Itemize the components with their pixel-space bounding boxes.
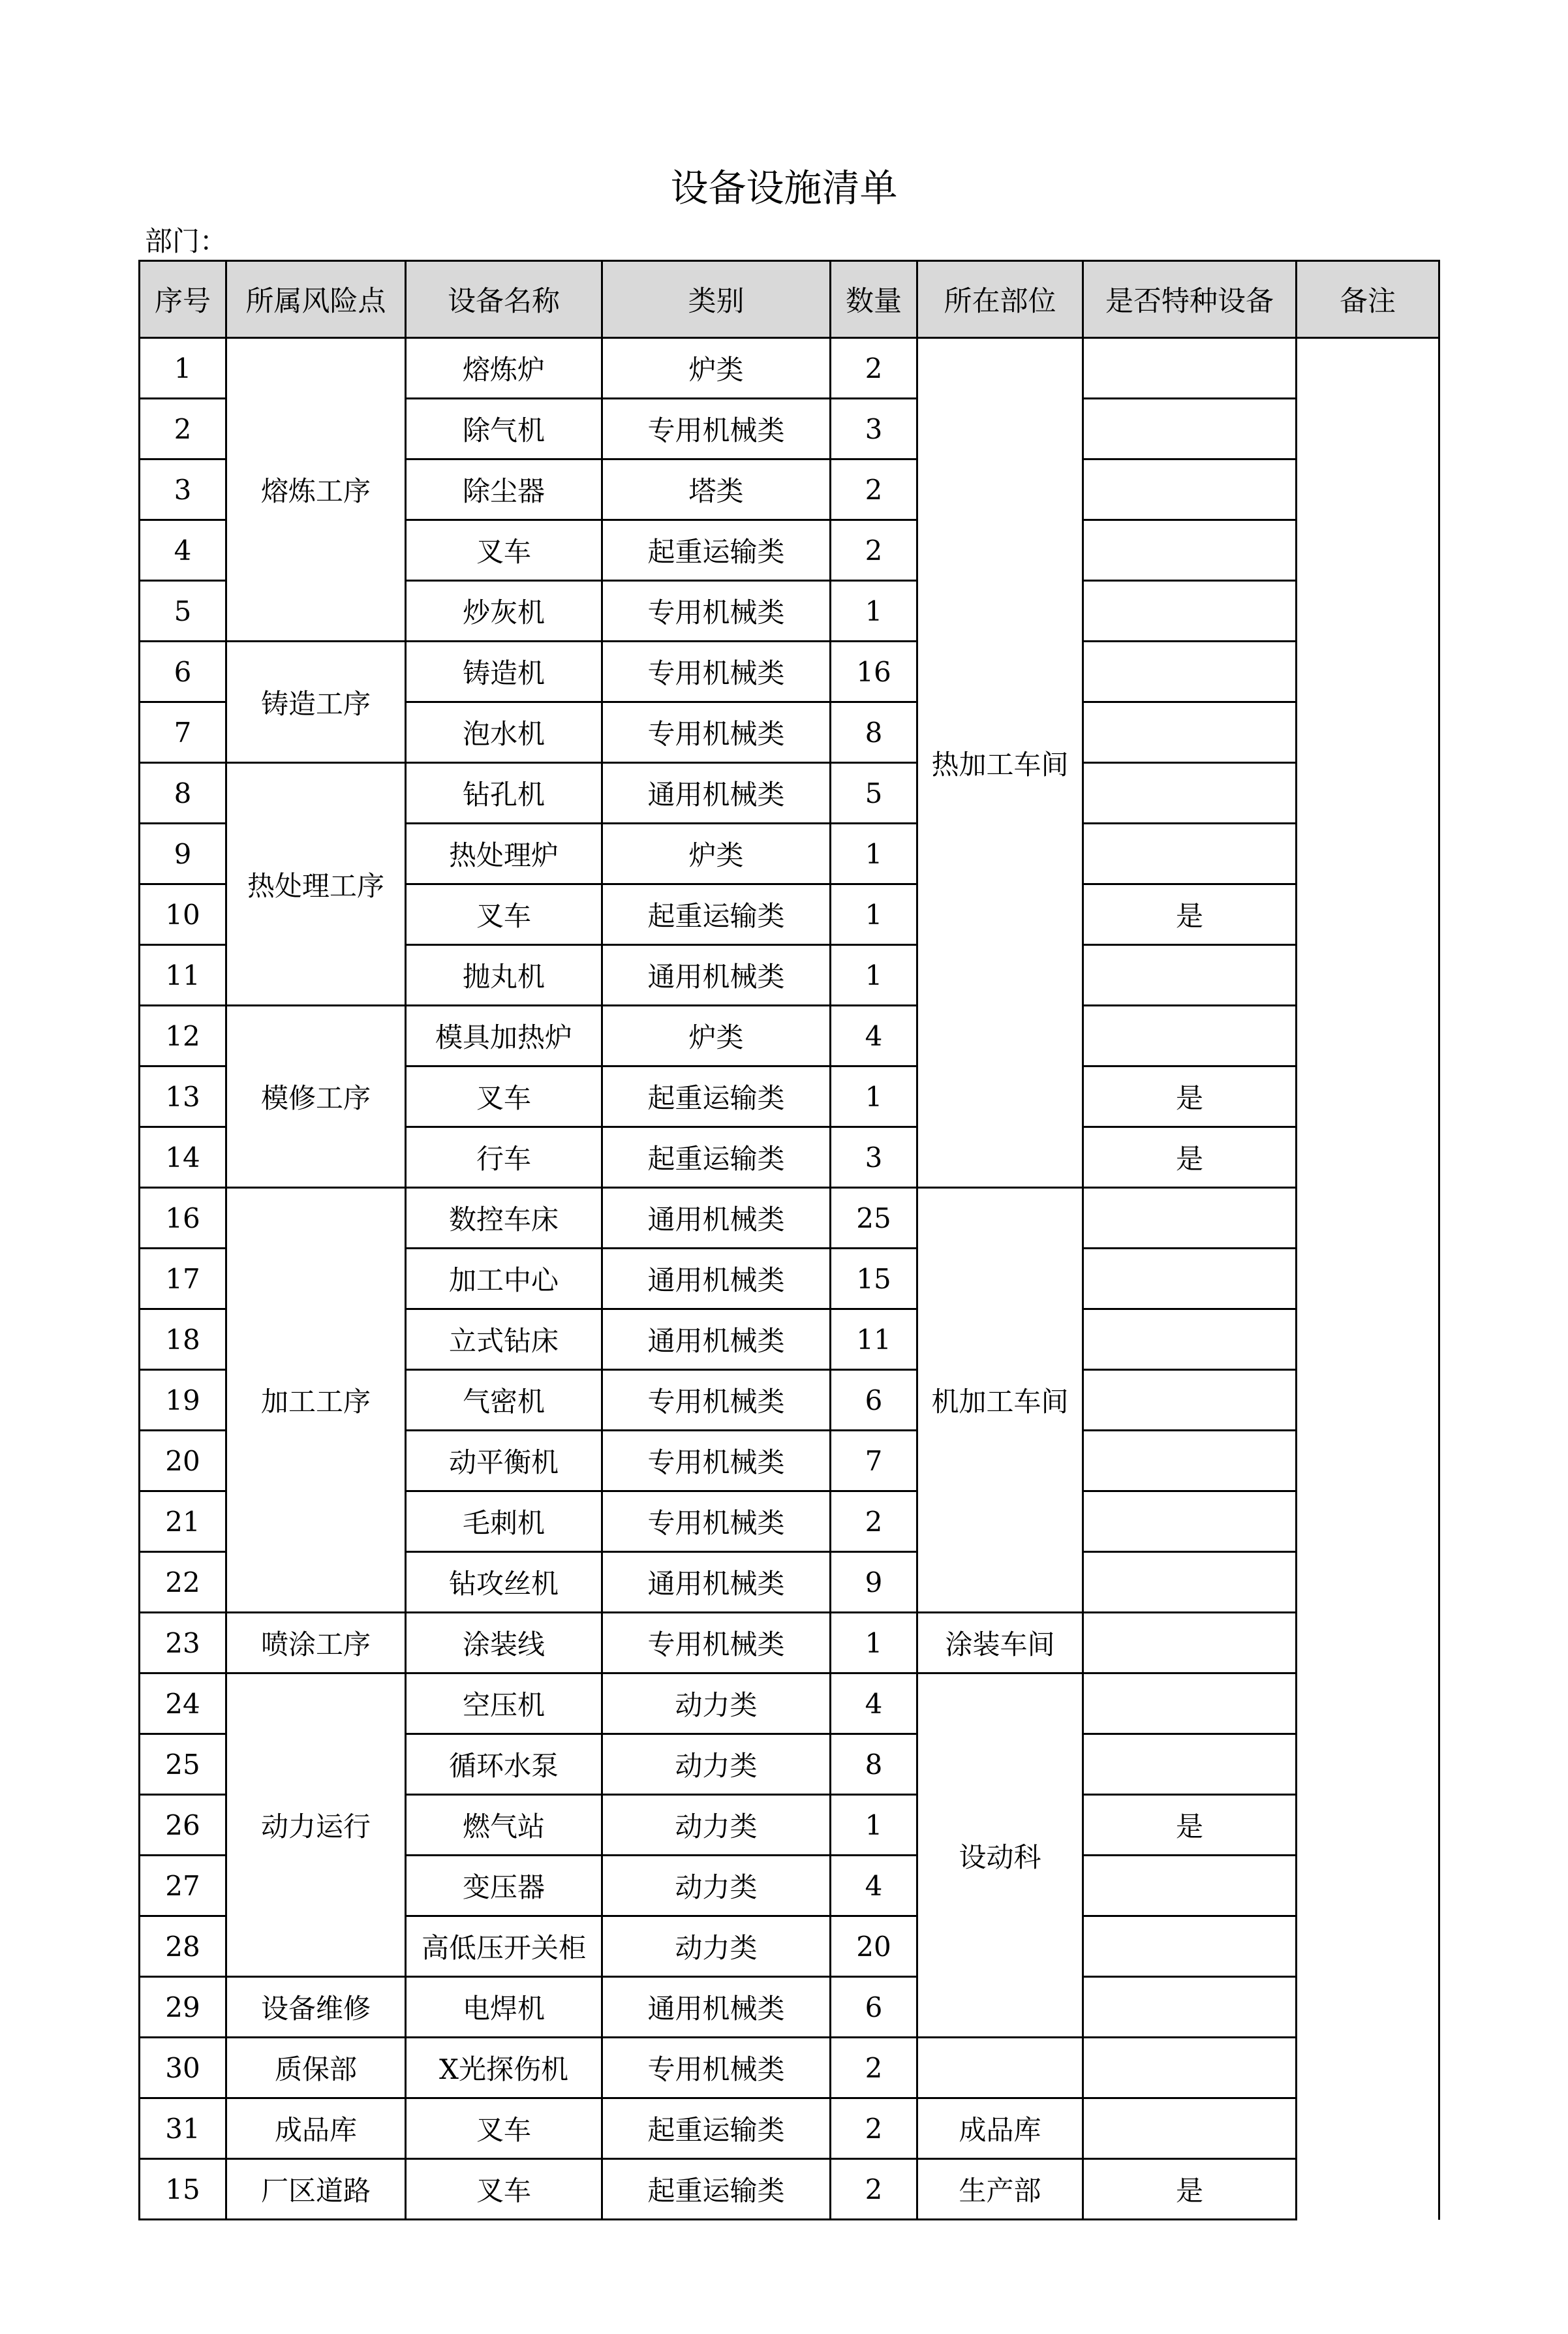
cell-special-equipment: [1083, 1309, 1297, 1370]
cell-no: 25: [140, 1734, 226, 1795]
cell-no: 31: [140, 2098, 226, 2159]
cell-equipment-name: 铸造机: [406, 642, 602, 702]
cell-no: 29: [140, 1977, 226, 2038]
cell-special-equipment: [1083, 1370, 1297, 1431]
cell-special-equipment: [1083, 459, 1297, 520]
cell-category: 专用机械类: [602, 581, 831, 642]
cell-special-equipment: [1083, 824, 1297, 884]
cell-location: 成品库: [917, 2098, 1083, 2159]
cell-quantity: 2: [831, 2098, 917, 2159]
document-title: 设备设施清单: [670, 166, 898, 210]
cell-location: 热加工车间: [917, 338, 1083, 1188]
col-header-qty: 数量: [831, 261, 917, 338]
cell-equipment-name: 叉车: [406, 2159, 602, 2220]
cell-risk-point: 模修工序: [226, 1006, 406, 1188]
cell-category: 专用机械类: [602, 702, 831, 763]
cell-no: 10: [140, 884, 226, 945]
cell-quantity: 4: [831, 1673, 917, 1734]
cell-category: 通用机械类: [602, 1977, 831, 2038]
table-row: [140, 763, 1439, 824]
cell-special-equipment: 是: [1083, 884, 1297, 945]
cell-no: 11: [140, 945, 226, 1006]
cell-quantity: 6: [831, 1370, 917, 1431]
cell-quantity: 3: [831, 399, 917, 459]
cell-special-equipment: [1083, 642, 1297, 702]
cell-quantity: 1: [831, 1613, 917, 1673]
cell-no: 12: [140, 1006, 226, 1066]
col-header-type: 类别: [602, 261, 831, 338]
cell-quantity: 1: [831, 945, 917, 1006]
cell-special-equipment: [1083, 338, 1297, 399]
cell-category: 炉类: [602, 1006, 831, 1066]
cell-special-equipment: [1083, 2038, 1297, 2098]
cell-quantity: 2: [831, 459, 917, 520]
cell-no: 2: [140, 399, 226, 459]
equipment-table: [138, 260, 1440, 2220]
cell-no: 23: [140, 1613, 226, 1673]
table-row: [140, 2159, 1439, 2220]
cell-risk-point: 动力运行: [226, 1673, 406, 1977]
cell-category: 动力类: [602, 1673, 831, 1734]
cell-location: 机加工车间: [917, 1188, 1083, 1613]
cell-location: [917, 2038, 1083, 2098]
cell-special-equipment: [1083, 1613, 1297, 1673]
cell-equipment-name: 毛刺机: [406, 1491, 602, 1552]
cell-category: 起重运输类: [602, 1127, 831, 1188]
cell-equipment-name: 叉车: [406, 1066, 602, 1127]
table-row: [140, 1673, 1439, 1734]
cell-remarks: [1297, 338, 1439, 2220]
cell-no: 27: [140, 1856, 226, 1916]
cell-equipment-name: 加工中心: [406, 1249, 602, 1309]
cell-equipment-name: 热处理炉: [406, 824, 602, 884]
cell-special-equipment: [1083, 1431, 1297, 1491]
cell-category: 通用机械类: [602, 1249, 831, 1309]
cell-special-equipment: [1083, 1249, 1297, 1309]
cell-quantity: 2: [831, 2038, 917, 2098]
cell-quantity: 1: [831, 824, 917, 884]
cell-special-equipment: [1083, 1188, 1297, 1249]
cell-quantity: 2: [831, 520, 917, 581]
table-row: [140, 1188, 1439, 1249]
cell-equipment-name: 叉车: [406, 2098, 602, 2159]
cell-equipment-name: 空压机: [406, 1673, 602, 1734]
cell-equipment-name: 高低压开关柜: [406, 1916, 602, 1977]
cell-no: 19: [140, 1370, 226, 1431]
col-header-no: 序号: [140, 261, 226, 338]
cell-quantity: 3: [831, 1127, 917, 1188]
cell-quantity: 8: [831, 702, 917, 763]
cell-no: 15: [140, 2159, 226, 2220]
cell-quantity: 1: [831, 581, 917, 642]
cell-equipment-name: 行车: [406, 1127, 602, 1188]
cell-special-equipment: [1083, 399, 1297, 459]
cell-category: 专用机械类: [602, 1370, 831, 1431]
cell-category: 塔类: [602, 459, 831, 520]
cell-equipment-name: 气密机: [406, 1370, 602, 1431]
cell-category: 动力类: [602, 1734, 831, 1795]
cell-equipment-name: 炒灰机: [406, 581, 602, 642]
col-header-risk: 所属风险点: [226, 261, 406, 338]
cell-category: 通用机械类: [602, 945, 831, 1006]
cell-quantity: 8: [831, 1734, 917, 1795]
cell-no: 1: [140, 338, 226, 399]
cell-risk-point: 喷涂工序: [226, 1613, 406, 1673]
cell-category: 起重运输类: [602, 884, 831, 945]
cell-no: 6: [140, 642, 226, 702]
cell-category: 专用机械类: [602, 1613, 831, 1673]
table-row: [140, 1006, 1439, 1066]
cell-no: 3: [140, 459, 226, 520]
cell-equipment-name: 钻攻丝机: [406, 1552, 602, 1613]
cell-category: 通用机械类: [602, 1552, 831, 1613]
cell-equipment-name: 立式钻床: [406, 1309, 602, 1370]
cell-category: 通用机械类: [602, 1188, 831, 1249]
cell-quantity: 1: [831, 1795, 917, 1856]
cell-no: 17: [140, 1249, 226, 1309]
cell-risk-point: 熔炼工序: [226, 338, 406, 642]
table-row: [140, 642, 1439, 702]
cell-no: 24: [140, 1673, 226, 1734]
cell-risk-point: 成品库: [226, 2098, 406, 2159]
cell-category: 通用机械类: [602, 1309, 831, 1370]
cell-equipment-name: 变压器: [406, 1856, 602, 1916]
cell-category: 专用机械类: [602, 1431, 831, 1491]
cell-equipment-name: 数控车床: [406, 1188, 602, 1249]
cell-equipment-name: 模具加热炉: [406, 1006, 602, 1066]
cell-no: 22: [140, 1552, 226, 1613]
cell-no: 26: [140, 1795, 226, 1856]
cell-equipment-name: 燃气站: [406, 1795, 602, 1856]
cell-special-equipment: [1083, 1977, 1297, 2038]
cell-quantity: 6: [831, 1977, 917, 2038]
table-row: [140, 1613, 1439, 1673]
cell-risk-point: 热处理工序: [226, 763, 406, 1006]
cell-quantity: 7: [831, 1431, 917, 1491]
cell-equipment-name: 钻孔机: [406, 763, 602, 824]
col-header-location: 所在部位: [917, 261, 1083, 338]
cell-equipment-name: 熔炼炉: [406, 338, 602, 399]
col-header-special: 是否特种设备: [1083, 261, 1297, 338]
cell-equipment-name: 除尘器: [406, 459, 602, 520]
cell-category: 动力类: [602, 1856, 831, 1916]
cell-category: 通用机械类: [602, 763, 831, 824]
cell-category: 炉类: [602, 338, 831, 399]
cell-equipment-name: 泡水机: [406, 702, 602, 763]
cell-quantity: 15: [831, 1249, 917, 1309]
cell-risk-point: 铸造工序: [226, 642, 406, 763]
department-label: 部门：: [145, 225, 228, 257]
cell-equipment-name: 动平衡机: [406, 1431, 602, 1491]
cell-quantity: 25: [831, 1188, 917, 1249]
cell-special-equipment: 是: [1083, 1795, 1297, 1856]
cell-quantity: 11: [831, 1309, 917, 1370]
cell-no: 14: [140, 1127, 226, 1188]
cell-category: 起重运输类: [602, 520, 831, 581]
cell-special-equipment: [1083, 945, 1297, 1006]
header-row: [140, 261, 1439, 338]
col-header-name: 设备名称: [406, 261, 602, 338]
cell-no: 28: [140, 1916, 226, 1977]
cell-equipment-name: 涂装线: [406, 1613, 602, 1673]
table-row: [140, 1977, 1439, 2038]
cell-equipment-name: 叉车: [406, 884, 602, 945]
cell-quantity: 4: [831, 1856, 917, 1916]
cell-special-equipment: 是: [1083, 1066, 1297, 1127]
cell-location: 生产部: [917, 2159, 1083, 2220]
cell-category: 专用机械类: [602, 642, 831, 702]
cell-quantity: 2: [831, 2159, 917, 2220]
cell-equipment-name: 除气机: [406, 399, 602, 459]
cell-no: 13: [140, 1066, 226, 1127]
cell-risk-point: 质保部: [226, 2038, 406, 2098]
cell-special-equipment: [1083, 1916, 1297, 1977]
cell-no: 5: [140, 581, 226, 642]
cell-special-equipment: [1083, 1552, 1297, 1613]
cell-category: 动力类: [602, 1916, 831, 1977]
cell-quantity: 4: [831, 1006, 917, 1066]
table-row: [140, 2038, 1439, 2098]
cell-risk-point: 厂区道路: [226, 2159, 406, 2220]
cell-quantity: 16: [831, 642, 917, 702]
cell-category: 专用机械类: [602, 399, 831, 459]
cell-location: 涂装车间: [917, 1613, 1083, 1673]
cell-no: 7: [140, 702, 226, 763]
cell-no: 18: [140, 1309, 226, 1370]
cell-special-equipment: [1083, 520, 1297, 581]
cell-special-equipment: [1083, 1006, 1297, 1066]
col-header-remarks: 备注: [1297, 261, 1439, 338]
cell-special-equipment: [1083, 1673, 1297, 1734]
cell-risk-point: 设备维修: [226, 1977, 406, 2038]
cell-quantity: 2: [831, 338, 917, 399]
cell-special-equipment: 是: [1083, 1127, 1297, 1188]
cell-special-equipment: [1083, 581, 1297, 642]
cell-special-equipment: 是: [1083, 2159, 1297, 2220]
cell-quantity: 5: [831, 763, 917, 824]
cell-special-equipment: [1083, 763, 1297, 824]
cell-quantity: 2: [831, 1491, 917, 1552]
cell-category: 专用机械类: [602, 2038, 831, 2098]
cell-quantity: 1: [831, 884, 917, 945]
cell-category: 动力类: [602, 1795, 831, 1856]
cell-special-equipment: [1083, 1491, 1297, 1552]
table-row: [140, 338, 1439, 399]
table-row: [140, 2098, 1439, 2159]
cell-category: 起重运输类: [602, 2098, 831, 2159]
cell-equipment-name: 叉车: [406, 520, 602, 581]
cell-category: 专用机械类: [602, 1491, 831, 1552]
cell-special-equipment: [1083, 702, 1297, 763]
cell-category: 炉类: [602, 824, 831, 884]
cell-no: 20: [140, 1431, 226, 1491]
cell-quantity: 1: [831, 1066, 917, 1127]
cell-quantity: 9: [831, 1552, 917, 1613]
cell-quantity: 20: [831, 1916, 917, 1977]
cell-location: 设动科: [917, 1673, 1083, 2038]
cell-no: 8: [140, 763, 226, 824]
cell-special-equipment: [1083, 2098, 1297, 2159]
cell-risk-point: 加工工序: [226, 1188, 406, 1613]
cell-no: 9: [140, 824, 226, 884]
cell-no: 30: [140, 2038, 226, 2098]
cell-equipment-name: 电焊机: [406, 1977, 602, 2038]
cell-no: 16: [140, 1188, 226, 1249]
cell-category: 起重运输类: [602, 1066, 831, 1127]
cell-category: 起重运输类: [602, 2159, 831, 2220]
cell-no: 4: [140, 520, 226, 581]
cell-no: 21: [140, 1491, 226, 1552]
cell-equipment-name: X光探伤机: [406, 2038, 602, 2098]
cell-special-equipment: [1083, 1734, 1297, 1795]
cell-special-equipment: [1083, 1856, 1297, 1916]
cell-equipment-name: 循环水泵: [406, 1734, 602, 1795]
cell-equipment-name: 抛丸机: [406, 945, 602, 1006]
